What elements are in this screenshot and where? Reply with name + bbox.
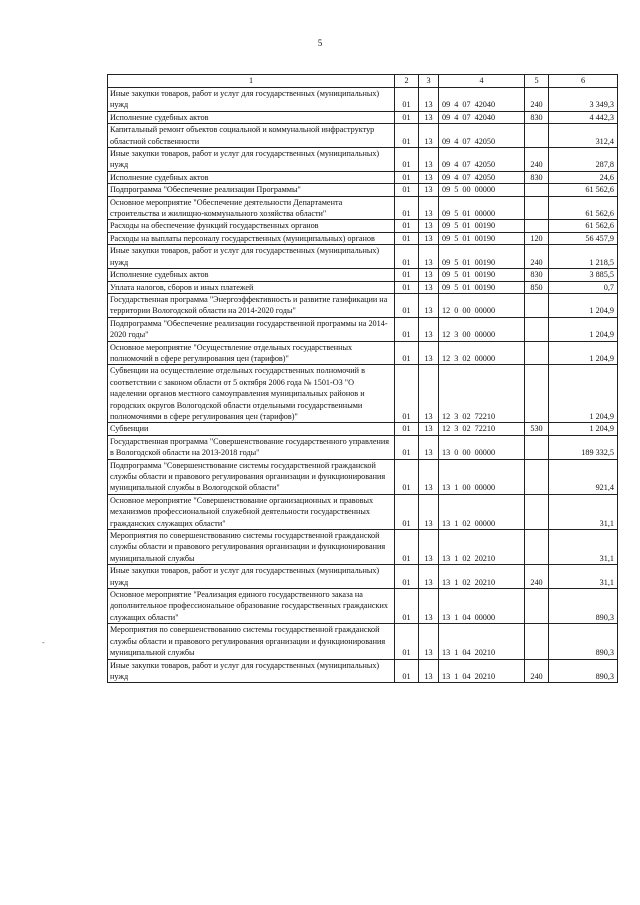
item-name: Субвенции на осуществление отдельных государственных полномочий в соответствии с законом области от 5 октября 2006 года № 1501-ОЗ "О наделении органов местного самоуправления муниципальных районов и городских округов Вологодской области отдельными государственными полномочиями в сфере регулирования цен (тарифов)": [108, 365, 395, 423]
amount: 61 562,6: [549, 196, 618, 220]
item-name: Подпрограмма "Совершенствование системы государственной гражданской службы области и правового регулирования организации и функционирования муниципальной службы в Вологодской области": [108, 459, 395, 494]
expense-type-code: [525, 196, 549, 220]
target-article-code: 09 4 07 42050: [439, 171, 525, 183]
target-article-code: 09 5 00 00000: [439, 184, 525, 196]
subsection-code: 13: [419, 171, 439, 183]
section-code: 01: [395, 435, 419, 459]
target-article-code: 09 5 01 00190: [439, 281, 525, 293]
section-code: 01: [395, 494, 419, 529]
amount: 890,3: [549, 624, 618, 659]
item-name: Уплата налогов, сборов и иных платежей: [108, 281, 395, 293]
section-code: 01: [395, 659, 419, 683]
amount: 3 885,5: [549, 269, 618, 281]
section-code: 01: [395, 111, 419, 123]
table-row: [108, 196, 618, 220]
target-article-code: 13 1 04 20210: [439, 659, 525, 683]
table-row: [108, 494, 618, 529]
target-article-code: 13 1 02 20210: [439, 530, 525, 565]
section-code: 01: [395, 196, 419, 220]
table-row: [108, 565, 618, 589]
expense-type-code: [525, 293, 549, 317]
margin-mark: -: [42, 638, 45, 647]
subsection-code: 13: [419, 232, 439, 244]
section-code: 01: [395, 317, 419, 341]
expense-type-code: [525, 220, 549, 232]
target-article-code: 13 1 02 20210: [439, 565, 525, 589]
header-col-4: 4: [439, 75, 525, 88]
subsection-code: 13: [419, 624, 439, 659]
section-code: 01: [395, 88, 419, 112]
table-row: [108, 459, 618, 494]
expense-type-code: [525, 589, 549, 624]
section-code: 01: [395, 293, 419, 317]
target-article-code: 09 5 01 00190: [439, 269, 525, 281]
table-row: [108, 659, 618, 683]
table-row: [108, 124, 618, 148]
subsection-code: 13: [419, 494, 439, 529]
subsection-code: 13: [419, 293, 439, 317]
item-name: Субвенции: [108, 423, 395, 435]
subsection-code: 13: [419, 659, 439, 683]
subsection-code: 13: [419, 565, 439, 589]
subsection-code: 13: [419, 196, 439, 220]
item-name: Расходы на выплаты персоналу государственных (муниципальных) органов: [108, 232, 395, 244]
expense-type-code: 120: [525, 232, 549, 244]
amount: 0,7: [549, 281, 618, 293]
table-row: [108, 435, 618, 459]
table-row: [108, 232, 618, 244]
amount: 31,1: [549, 494, 618, 529]
item-name: Исполнение судебных актов: [108, 171, 395, 183]
amount: 61 562,6: [549, 184, 618, 196]
amount: 1 218,5: [549, 245, 618, 269]
item-name: Капитальный ремонт объектов социальной и коммунальной инфраструктур областной собственности: [108, 124, 395, 148]
page-number: 5: [317, 38, 323, 48]
target-article-code: 09 4 07 42050: [439, 124, 525, 148]
section-code: 01: [395, 232, 419, 244]
item-name: Основное мероприятие "Осуществление отдельных государственных полномочий в сфере регулирования цен (тарифов)": [108, 341, 395, 365]
expense-type-code: 850: [525, 281, 549, 293]
expense-type-code: [525, 435, 549, 459]
target-article-code: 13 1 02 00000: [439, 494, 525, 529]
table-row: [108, 148, 618, 172]
subsection-code: 13: [419, 589, 439, 624]
table-row: [108, 589, 618, 624]
expense-type-code: 240: [525, 565, 549, 589]
section-code: 01: [395, 624, 419, 659]
expense-type-code: [525, 317, 549, 341]
target-article-code: 09 4 07 42050: [439, 148, 525, 172]
item-name: Иные закупки товаров, работ и услуг для государственных (муниципальных) нужд: [108, 148, 395, 172]
subsection-code: 13: [419, 423, 439, 435]
expense-type-code: 240: [525, 148, 549, 172]
amount: 287,8: [549, 148, 618, 172]
table-header-row: [108, 75, 618, 88]
target-article-code: 09 5 01 00190: [439, 220, 525, 232]
item-name: Основное мероприятие "Совершенствование организационных и правовых механизмов профессиональной служебной деятельности государственных гражданских служащих области": [108, 494, 395, 529]
item-name: Основное мероприятие "Реализация единого государственного заказа на дополнительное профессиональное образование государственных гражданских служащих области": [108, 589, 395, 624]
amount: 890,3: [549, 659, 618, 683]
table-row: [108, 317, 618, 341]
subsection-code: 13: [419, 124, 439, 148]
item-name: Иные закупки товаров, работ и услуг для государственных (муниципальных) нужд: [108, 245, 395, 269]
amount: 31,1: [549, 565, 618, 589]
target-article-code: 13 0 00 00000: [439, 435, 525, 459]
amount: 1 204,9: [549, 341, 618, 365]
item-name: Иные закупки товаров, работ и услуг для государственных (муниципальных) нужд: [108, 565, 395, 589]
subsection-code: 13: [419, 530, 439, 565]
section-code: 01: [395, 281, 419, 293]
table-row: [108, 171, 618, 183]
expense-type-code: 240: [525, 88, 549, 112]
expense-type-code: [525, 494, 549, 529]
section-code: 01: [395, 589, 419, 624]
amount: 3 349,3: [549, 88, 618, 112]
subsection-code: 13: [419, 245, 439, 269]
item-name: Основное мероприятие "Обеспечение деятельности Департамента строительства и жилищно-коммунального хозяйства области": [108, 196, 395, 220]
target-article-code: 09 4 07 42040: [439, 88, 525, 112]
expense-type-code: 240: [525, 245, 549, 269]
item-name: Исполнение судебных актов: [108, 269, 395, 281]
section-code: 01: [395, 148, 419, 172]
table-row: [108, 184, 618, 196]
amount: 312,4: [549, 124, 618, 148]
section-code: 01: [395, 171, 419, 183]
subsection-code: 13: [419, 341, 439, 365]
expense-type-code: [525, 459, 549, 494]
amount: 921,4: [549, 459, 618, 494]
subsection-code: 13: [419, 220, 439, 232]
expense-type-code: 240: [525, 659, 549, 683]
amount: 1 204,9: [549, 293, 618, 317]
section-code: 01: [395, 341, 419, 365]
subsection-code: 13: [419, 365, 439, 423]
target-article-code: 13 1 04 20210: [439, 624, 525, 659]
header-col-5: 5: [525, 75, 549, 88]
subsection-code: 13: [419, 111, 439, 123]
amount: 31,1: [549, 530, 618, 565]
subsection-code: 13: [419, 459, 439, 494]
subsection-code: 13: [419, 148, 439, 172]
section-code: 01: [395, 124, 419, 148]
expense-type-code: [525, 530, 549, 565]
subsection-code: 13: [419, 88, 439, 112]
expense-type-code: 830: [525, 111, 549, 123]
item-name: Исполнение судебных актов: [108, 111, 395, 123]
target-article-code: 09 5 01 00000: [439, 196, 525, 220]
section-code: 01: [395, 423, 419, 435]
amount: 61 562,6: [549, 220, 618, 232]
amount: 56 457,9: [549, 232, 618, 244]
target-article-code: 12 3 02 72210: [439, 365, 525, 423]
target-article-code: 12 3 02 72210: [439, 423, 525, 435]
subsection-code: 13: [419, 269, 439, 281]
table-row: [108, 341, 618, 365]
item-name: Расходы на обеспечение функций государственных органов: [108, 220, 395, 232]
target-article-code: 13 1 04 00000: [439, 589, 525, 624]
item-name: Мероприятия по совершенствованию системы государственной гражданской службы области и правового регулирования организации и функционирования муниципальной службы: [108, 624, 395, 659]
expense-type-code: [525, 624, 549, 659]
item-name: Иные закупки товаров, работ и услуг для государственных (муниципальных) нужд: [108, 659, 395, 683]
table-row: [108, 88, 618, 112]
expense-type-code: [525, 341, 549, 365]
budget-table: [107, 74, 618, 683]
table-row: [108, 245, 618, 269]
header-col-6: 6: [549, 75, 618, 88]
expense-type-code: 830: [525, 269, 549, 281]
section-code: 01: [395, 565, 419, 589]
section-code: 01: [395, 269, 419, 281]
expense-type-code: [525, 184, 549, 196]
amount: 189 332,5: [549, 435, 618, 459]
subsection-code: 13: [419, 281, 439, 293]
table-row: [108, 269, 618, 281]
expense-type-code: 530: [525, 423, 549, 435]
expense-type-code: [525, 365, 549, 423]
section-code: 01: [395, 365, 419, 423]
expense-type-code: [525, 124, 549, 148]
expense-type-code: 830: [525, 171, 549, 183]
header-col-3: 3: [419, 75, 439, 88]
subsection-code: 13: [419, 184, 439, 196]
subsection-code: 13: [419, 435, 439, 459]
target-article-code: 12 0 00 00000: [439, 293, 525, 317]
amount: 1 204,9: [549, 317, 618, 341]
subsection-code: 13: [419, 317, 439, 341]
table-row: [108, 111, 618, 123]
table-row: [108, 220, 618, 232]
section-code: 01: [395, 220, 419, 232]
amount: 24,6: [549, 171, 618, 183]
table-row: [108, 530, 618, 565]
header-col-1: 1: [108, 75, 395, 88]
item-name: Подпрограмма "Обеспечение реализации Программы": [108, 184, 395, 196]
amount: 4 442,3: [549, 111, 618, 123]
item-name: Иные закупки товаров, работ и услуг для государственных (муниципальных) нужд: [108, 88, 395, 112]
budget-table-body: [108, 75, 618, 683]
target-article-code: 13 1 00 00000: [439, 459, 525, 494]
table-row: [108, 624, 618, 659]
target-article-code: 12 3 00 00000: [439, 317, 525, 341]
amount: 890,3: [549, 589, 618, 624]
amount: 1 204,9: [549, 423, 618, 435]
item-name: Государственная программа "Энергоэффективность и развитие газификации на территории Вологодской области на 2014-2020 годы": [108, 293, 395, 317]
section-code: 01: [395, 530, 419, 565]
section-code: 01: [395, 245, 419, 269]
target-article-code: 12 3 02 00000: [439, 341, 525, 365]
header-col-2: 2: [395, 75, 419, 88]
target-article-code: 09 5 01 00190: [439, 245, 525, 269]
item-name: Мероприятия по совершенствованию системы государственной гражданской службы области и правового регулирования организации и функционирования муниципальной службы: [108, 530, 395, 565]
table-row: [108, 423, 618, 435]
target-article-code: 09 4 07 42040: [439, 111, 525, 123]
target-article-code: 09 5 01 00190: [439, 232, 525, 244]
table-row: [108, 365, 618, 423]
section-code: 01: [395, 184, 419, 196]
section-code: 01: [395, 459, 419, 494]
item-name: Подпрограмма "Обеспечение реализации государственной программы на 2014-2020 годы": [108, 317, 395, 341]
item-name: Государственная программа "Совершенствование государственного управления в Вологодской области на 2013-2018 годы": [108, 435, 395, 459]
table-row: [108, 281, 618, 293]
table-row: [108, 293, 618, 317]
amount: 1 204,9: [549, 365, 618, 423]
